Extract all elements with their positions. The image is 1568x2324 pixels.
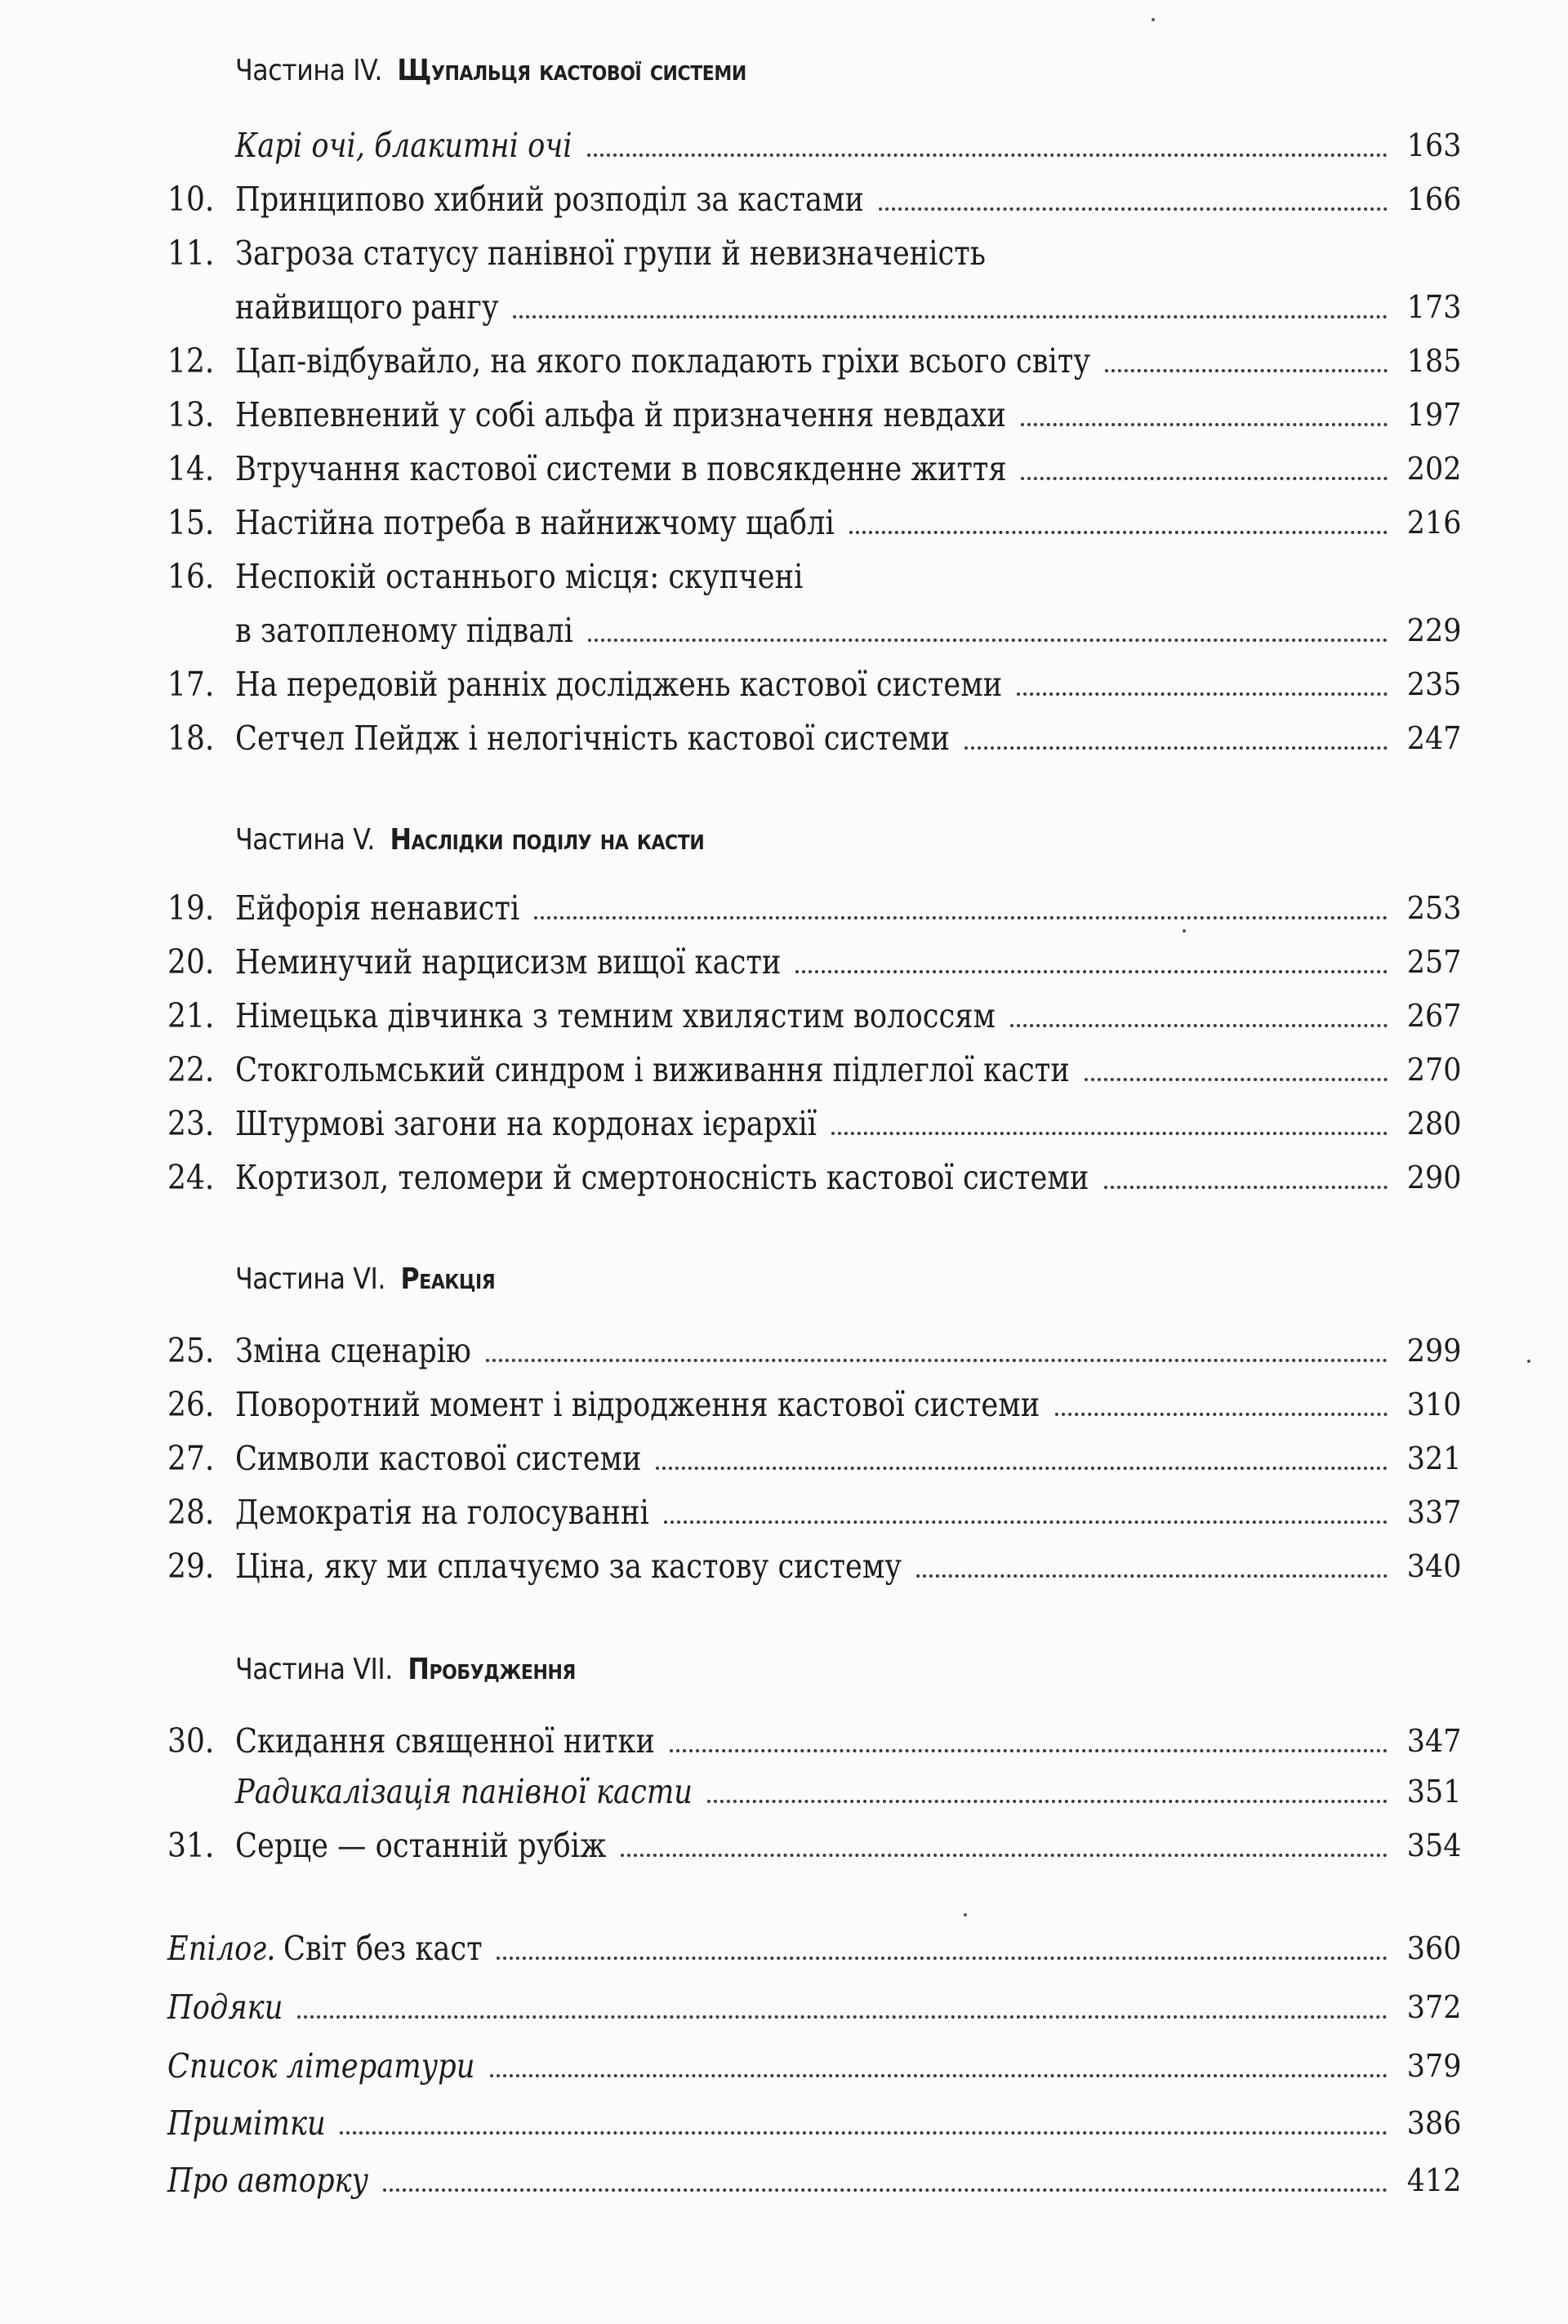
dot-leader bbox=[849, 531, 1388, 534]
dot-leader bbox=[795, 970, 1388, 973]
dot-leader bbox=[916, 1574, 1388, 1578]
chapter-number: 30. bbox=[167, 1721, 215, 1761]
page-number: 347 bbox=[1407, 1723, 1462, 1759]
entry-title-italic: Про авторку bbox=[167, 2161, 369, 2200]
part-heading-vi bbox=[235, 1262, 495, 1296]
part-label: Частина V. bbox=[235, 823, 376, 857]
dot-leader bbox=[621, 1854, 1388, 1857]
part-label: Частина IV. bbox=[235, 54, 382, 87]
dot-leader bbox=[486, 1359, 1388, 1362]
toc-entry[interactable] bbox=[167, 1718, 1462, 1764]
chapter-title: Символи кастової системи bbox=[235, 1439, 642, 1478]
part-label: Частина VII. bbox=[235, 1653, 393, 1686]
chapter-number: 16. bbox=[167, 557, 215, 596]
dot-leader bbox=[664, 1520, 1388, 1524]
page-number: 337 bbox=[1407, 1494, 1462, 1530]
dot-leader bbox=[656, 1467, 1388, 1470]
dot-leader bbox=[297, 2015, 1388, 2019]
toc-entry[interactable] bbox=[167, 993, 1462, 1039]
dot-leader bbox=[1021, 423, 1388, 426]
page-number: 412 bbox=[1407, 2162, 1462, 2198]
chapter-title: Невпевнений у собі альфа й призначення невдахи bbox=[235, 395, 1006, 434]
page-number: 166 bbox=[1407, 181, 1462, 217]
dot-leader bbox=[497, 1957, 1388, 1960]
chapter-number: 27. bbox=[167, 1439, 215, 1478]
chapter-title: Карі очі, блакитні очі bbox=[235, 126, 572, 165]
chapter-number: 22. bbox=[167, 1050, 215, 1089]
dot-leader bbox=[964, 746, 1388, 750]
toc-entry[interactable] bbox=[167, 661, 1462, 707]
scan-speck bbox=[1183, 929, 1186, 933]
page-number: 229 bbox=[1407, 612, 1462, 648]
toc-entry-acknowledgements[interactable] bbox=[167, 1984, 1462, 2030]
page-number: 216 bbox=[1407, 505, 1462, 541]
chapter-title-continued: найвищого рангу bbox=[235, 287, 499, 327]
page-number: 299 bbox=[1407, 1333, 1462, 1369]
toc-entry[interactable] bbox=[167, 122, 1462, 168]
toc-entry-bibliography[interactable] bbox=[167, 2043, 1462, 2089]
page-number: 163 bbox=[1407, 127, 1462, 163]
entry-title-italic: Примітки bbox=[167, 2104, 326, 2143]
dot-leader bbox=[383, 2188, 1388, 2192]
chapter-number: 17. bbox=[167, 665, 215, 704]
toc-entry[interactable] bbox=[167, 1101, 1462, 1146]
toc-entry[interactable] bbox=[167, 1436, 1462, 1481]
dot-leader bbox=[879, 207, 1388, 211]
page-number: 354 bbox=[1407, 1828, 1462, 1863]
dot-leader bbox=[490, 2074, 1388, 2077]
dot-leader bbox=[1104, 1186, 1388, 1189]
chapter-number: 11. bbox=[167, 234, 215, 273]
chapter-number: 12. bbox=[167, 341, 215, 381]
dot-leader bbox=[1085, 1078, 1388, 1081]
page-number: 257 bbox=[1407, 944, 1462, 980]
page-number: 202 bbox=[1407, 451, 1462, 487]
chapter-number: 20. bbox=[167, 942, 215, 982]
toc-entry[interactable] bbox=[167, 1543, 1462, 1589]
page-number: 270 bbox=[1407, 1052, 1462, 1088]
page-number: 173 bbox=[1407, 289, 1462, 325]
chapter-title: Ціна, яку ми сплачуємо за кастову систему bbox=[235, 1547, 902, 1586]
toc-entry-line1[interactable] bbox=[167, 230, 1462, 276]
chapter-number: 26. bbox=[167, 1385, 215, 1424]
dot-leader bbox=[588, 639, 1388, 642]
page-number: 310 bbox=[1407, 1387, 1462, 1422]
toc-entry[interactable] bbox=[167, 500, 1462, 545]
dot-leader bbox=[707, 1800, 1388, 1803]
chapter-number: 21. bbox=[167, 996, 215, 1035]
chapter-number: 25. bbox=[167, 1331, 215, 1370]
entry-title-italic: Список літератури bbox=[167, 2046, 475, 2086]
chapter-title: На передовій ранніх досліджень кастової системи bbox=[235, 665, 1003, 704]
chapter-number: 19. bbox=[167, 888, 215, 928]
chapter-number: 10. bbox=[167, 180, 215, 219]
toc-entry[interactable] bbox=[167, 1489, 1462, 1535]
page-number: 247 bbox=[1407, 720, 1462, 756]
toc-entry[interactable] bbox=[167, 1382, 1462, 1427]
toc-entry[interactable] bbox=[167, 176, 1462, 222]
entry-title-italic: Подяки bbox=[167, 1988, 283, 2027]
chapter-number: 13. bbox=[167, 395, 215, 434]
chapter-title: Зміна сценарію bbox=[235, 1331, 471, 1370]
toc-entry[interactable] bbox=[167, 1328, 1462, 1373]
chapter-number: 14. bbox=[167, 449, 215, 488]
part-heading-vii bbox=[235, 1653, 576, 1686]
dot-leader bbox=[513, 315, 1388, 318]
chapter-number: 24. bbox=[167, 1158, 215, 1197]
dot-leader bbox=[670, 1749, 1388, 1752]
dot-leader bbox=[534, 916, 1388, 919]
toc-entry[interactable] bbox=[167, 1155, 1462, 1200]
chapter-title-continued: в затопленому підвалі bbox=[235, 611, 573, 650]
chapter-title: Сетчел Пейдж і нелогічність кастової системи bbox=[235, 719, 950, 758]
entry-title-italic: Епілог. bbox=[167, 1929, 276, 1968]
chapter-title: Радикалізація панівної касти bbox=[235, 1772, 693, 1811]
chapter-title: Поворотний момент і відродження кастової системи bbox=[235, 1385, 1040, 1424]
chapter-title: Кортизол, теломери й смертоносність кастової системи bbox=[235, 1158, 1089, 1197]
part-title: Наслідки поділу на касти bbox=[390, 823, 705, 857]
page-number: 197 bbox=[1407, 397, 1462, 433]
page-number: 280 bbox=[1407, 1106, 1462, 1142]
toc-entry[interactable] bbox=[167, 392, 1462, 438]
dot-leader bbox=[831, 1132, 1388, 1135]
scan-speck bbox=[1527, 1360, 1530, 1363]
chapter-title: Ейфорія ненависті bbox=[235, 888, 520, 928]
chapter-title: Втручання кастової системи в повсякденне життя bbox=[235, 449, 1007, 488]
dot-leader bbox=[1021, 477, 1388, 480]
chapter-title: Цап-відбувайло, на якого покладають гріхи всього світу bbox=[235, 341, 1091, 381]
chapter-title: Загроза статусу панівної групи й невизначеність bbox=[235, 234, 986, 273]
chapter-number: 31. bbox=[167, 1826, 215, 1865]
toc-entry[interactable] bbox=[167, 939, 1462, 985]
toc-entry[interactable] bbox=[167, 1769, 1462, 1814]
toc-entry[interactable] bbox=[167, 1823, 1462, 1868]
toc-entry[interactable] bbox=[167, 446, 1462, 492]
page-number: 379 bbox=[1407, 2048, 1462, 2084]
chapter-number: 15. bbox=[167, 503, 215, 542]
page-number: 386 bbox=[1407, 2105, 1462, 2141]
part-heading-iv bbox=[235, 54, 746, 87]
dot-leader bbox=[587, 154, 1388, 157]
toc-entry-line1[interactable] bbox=[167, 554, 1462, 599]
page-number: 340 bbox=[1407, 1548, 1462, 1584]
chapter-title: Настійна потреба в найнижчому щаблі bbox=[235, 503, 835, 542]
part-title: Щупальця кастової системи bbox=[397, 54, 746, 87]
toc-entry[interactable] bbox=[167, 885, 1462, 931]
dot-leader bbox=[1017, 692, 1388, 696]
toc-entry-line2[interactable] bbox=[167, 608, 1462, 653]
page-number: 290 bbox=[1407, 1160, 1462, 1195]
page-number: 253 bbox=[1407, 890, 1462, 926]
page-number: 267 bbox=[1407, 998, 1462, 1034]
chapter-title: Неспокій останнього місця: скупчені bbox=[235, 557, 804, 596]
dot-leader bbox=[1010, 1024, 1388, 1027]
dot-leader bbox=[1055, 1413, 1388, 1416]
part-title: Пробудження bbox=[408, 1653, 576, 1686]
page-number: 351 bbox=[1407, 1774, 1462, 1810]
toc-entry[interactable] bbox=[167, 338, 1462, 384]
page-number: 235 bbox=[1407, 666, 1462, 702]
part-heading-v bbox=[235, 823, 704, 857]
part-title: Реакція bbox=[400, 1262, 496, 1296]
page-number: 372 bbox=[1407, 1989, 1462, 2025]
chapter-title: Принципово хибний розподіл за кастами bbox=[235, 180, 864, 219]
page-number: 321 bbox=[1407, 1440, 1462, 1476]
toc-entry[interactable] bbox=[167, 1047, 1462, 1093]
chapter-title: Неминучий нарцисизм вищої касти bbox=[235, 942, 782, 982]
toc-entry-epilogue[interactable] bbox=[167, 1926, 1462, 1971]
chapter-title: Штурмові загони на кордонах ієрархії bbox=[235, 1104, 817, 1143]
chapter-title: Серце — останній рубіж bbox=[235, 1826, 607, 1865]
toc-entry-about-author[interactable] bbox=[167, 2157, 1462, 2203]
dot-leader bbox=[340, 2131, 1388, 2135]
dot-leader bbox=[1105, 369, 1388, 372]
chapter-title: Скидання священної нитки bbox=[235, 1721, 655, 1761]
chapter-title: Демократія на голосуванні bbox=[235, 1493, 649, 1532]
part-label: Частина VI. bbox=[235, 1262, 386, 1296]
chapter-number: 29. bbox=[167, 1547, 215, 1586]
chapter-number: 28. bbox=[167, 1493, 215, 1532]
toc-entry-line2[interactable] bbox=[167, 284, 1462, 330]
chapter-title: Німецька дівчинка з темним хвилястим волоссям bbox=[235, 996, 996, 1035]
chapter-number: 18. bbox=[167, 719, 215, 758]
entry-title: Світ без каст bbox=[283, 1929, 483, 1968]
toc-entry-notes[interactable] bbox=[167, 2100, 1462, 2146]
scan-speck bbox=[1152, 18, 1155, 21]
chapter-number: 23. bbox=[167, 1104, 215, 1143]
chapter-title: Стокгольмський синдром і виживання підлеглої касти bbox=[235, 1050, 1070, 1089]
toc-entry[interactable] bbox=[167, 715, 1462, 761]
page-number: 185 bbox=[1407, 343, 1462, 379]
page-number: 360 bbox=[1407, 1930, 1462, 1966]
scan-speck bbox=[964, 1913, 967, 1917]
